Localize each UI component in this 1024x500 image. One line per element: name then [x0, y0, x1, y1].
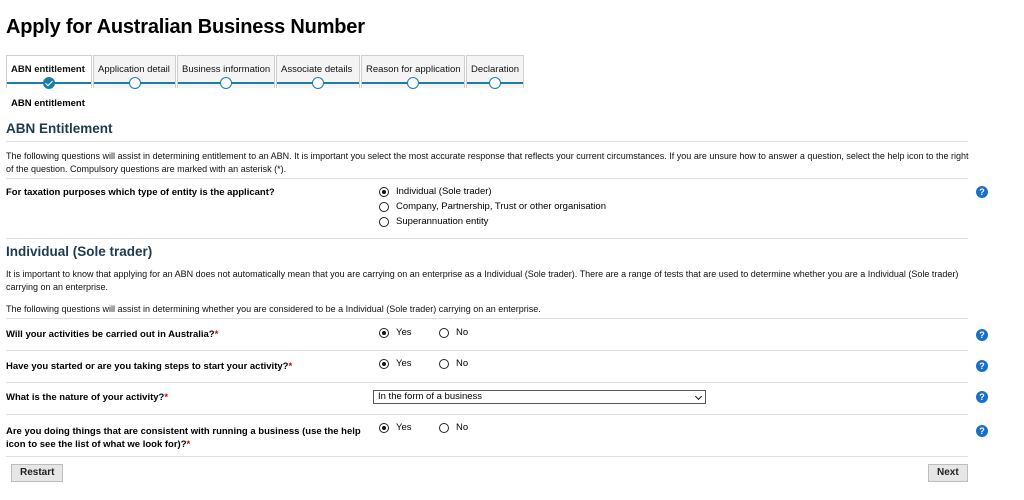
tab-associate-details[interactable] [276, 55, 360, 88]
page-title: Apply for Australian Business Number [6, 16, 365, 38]
divider [6, 382, 968, 383]
help-icon[interactable]: ? [976, 186, 988, 198]
sole-trader-para-2: The following questions will assist in determining whether you are considered to be a Individual (Sole trader) carrying on an enterprise. [6, 304, 541, 314]
entitlement-intro: The following questions will assist in determining entitlement to an ABN. It is important you select the most accurate response that reflects your current circumstances. If you are unsure how to answer a question, select the help icon to the right of the question. Compulsory questions are marked with an asterisk (*). [6, 151, 969, 174]
divider [6, 350, 968, 351]
divider [6, 178, 968, 179]
tab-application-detail[interactable] [93, 55, 176, 88]
radio-q2-yes[interactable]: Yes [379, 358, 412, 369]
nature-of-activity-select[interactable]: In the form of a business [373, 390, 706, 404]
current-step-label: ABN entitlement [11, 98, 85, 109]
section-heading-sole-trader: Individual (Sole trader) [6, 244, 153, 259]
radio-company[interactable]: Company, Partnership, Trust or other organisation [379, 201, 606, 212]
radio-individual[interactable]: Individual (Sole trader) [379, 186, 492, 197]
radio-superannuation[interactable]: Superannuation entity [379, 216, 488, 227]
help-icon[interactable]: ? [976, 425, 988, 437]
chevron-down-icon [695, 393, 702, 400]
radio-q1-no[interactable]: No [439, 327, 468, 338]
next-button[interactable]: Next [928, 464, 968, 482]
sole-trader-para-1: It is important to know that applying for an ABN does not automatically mean that you are carrying on an enterprise as a Individual (Sole trader). There are a range of tests that are used to determine whether you are a Individual (Sole trader) carrying on an enterprise. [6, 269, 959, 292]
tab-label: Business information [182, 64, 271, 75]
tab-label: Associate details [281, 64, 353, 75]
restart-button[interactable]: Restart [11, 464, 63, 482]
question-activities-in-australia: Will your activities be carried out in Australia?* [6, 329, 219, 340]
tab-label: ABN entitlement [11, 64, 85, 75]
tab-label: Reason for application [366, 64, 461, 75]
progress-steps [6, 55, 525, 88]
radio-q1-yes[interactable]: Yes [379, 327, 412, 338]
entity-type-question: For taxation purposes which type of entity is the applicant? [6, 187, 275, 198]
step-circle-icon [407, 77, 419, 89]
tab-label: Declaration [471, 64, 520, 75]
step-circle-icon [312, 77, 324, 89]
divider [6, 141, 968, 142]
question-started-activity: Have you started or are you taking steps to start your activity?* [6, 361, 293, 372]
step-circle-icon [220, 77, 232, 89]
question-consistent-with-business: Are you doing things that are consistent with running a business (use the help icon to see the list of what we look for)?* [6, 426, 361, 450]
help-icon[interactable]: ? [976, 329, 988, 341]
tab-label: Application detail [98, 64, 170, 75]
tab-reason-for-application[interactable] [361, 55, 465, 88]
step-circle-icon [129, 77, 141, 89]
tab-declaration[interactable] [466, 55, 524, 88]
radio-q4-yes[interactable]: Yes [379, 422, 412, 433]
step-circle-icon [489, 77, 501, 89]
step-check-icon [43, 77, 55, 89]
section-heading-abn-entitlement: ABN Entitlement [6, 121, 113, 136]
divider [6, 456, 968, 457]
divider [6, 238, 968, 239]
radio-q4-no[interactable]: No [439, 422, 468, 433]
tab-business-information[interactable] [177, 55, 275, 88]
question-nature-of-activity: What is the nature of your activity?* [6, 392, 169, 403]
radio-q2-no[interactable]: No [439, 358, 468, 369]
help-icon[interactable]: ? [976, 360, 988, 372]
divider [6, 414, 968, 415]
tab-abn-entitlement[interactable] [6, 55, 92, 88]
help-icon[interactable]: ? [976, 391, 988, 403]
divider [6, 318, 968, 319]
